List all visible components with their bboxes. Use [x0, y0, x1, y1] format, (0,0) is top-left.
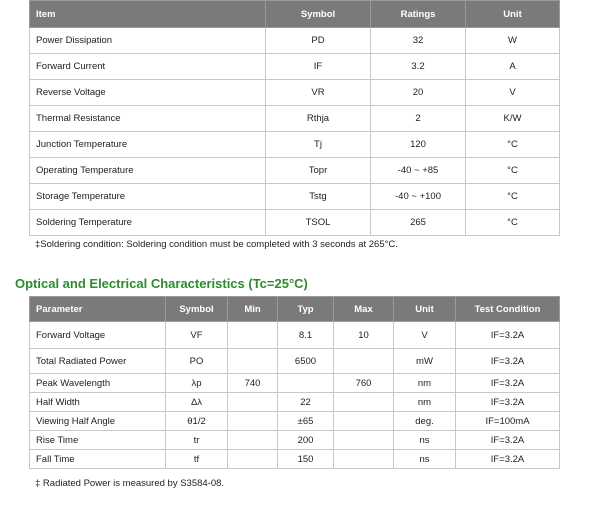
cell-unit: ns: [394, 431, 456, 450]
cell-min: [228, 393, 278, 412]
cell-item: Power Dissipation: [30, 28, 266, 54]
cell-unit: °C: [466, 132, 560, 158]
cell-symbol: VF: [166, 322, 228, 349]
cell-unit: K/W: [466, 106, 560, 132]
cell-symbol: VR: [266, 80, 371, 106]
cell-unit: nm: [394, 374, 456, 393]
cell-unit: V: [394, 322, 456, 349]
cell-test-condition: IF=3.2A: [456, 450, 560, 469]
cell-unit: V: [466, 80, 560, 106]
cell-item: Reverse Voltage: [30, 80, 266, 106]
table-row: [30, 28, 560, 54]
table-row: [30, 106, 560, 132]
table-row: [30, 80, 560, 106]
table-header-row: [30, 297, 560, 322]
soldering-note: ‡Soldering condition: Soldering condition must be completed with 3 seconds at 265°C.: [35, 239, 398, 250]
cell-symbol: IF: [266, 54, 371, 80]
table-row: [30, 158, 560, 184]
cell-test-condition: IF=100mA: [456, 412, 560, 431]
cell-parameter: Fall Time: [30, 450, 166, 469]
cell-symbol: Rthja: [266, 106, 371, 132]
cell-rating: 2: [371, 106, 466, 132]
cell-unit: °C: [466, 210, 560, 236]
absolute-ratings-table: [29, 0, 560, 236]
cell-max: 10: [334, 322, 394, 349]
cell-min: [228, 431, 278, 450]
cell-rating: 32: [371, 28, 466, 54]
cell-typ: ±65: [278, 412, 334, 431]
cell-symbol: tr: [166, 431, 228, 450]
cell-parameter: Peak Wavelength: [30, 374, 166, 393]
header-min: Min: [228, 297, 278, 322]
table-header-row: [30, 1, 560, 28]
header-max: Max: [334, 297, 394, 322]
table-row: [30, 349, 560, 374]
cell-typ: 8.1: [278, 322, 334, 349]
header-unit: Unit: [394, 297, 456, 322]
cell-typ: 200: [278, 431, 334, 450]
radiated-power-note: ‡ Radiated Power is measured by S3584-08.: [35, 478, 225, 489]
table-row: [30, 54, 560, 80]
cell-rating: -40 ~ +100: [371, 184, 466, 210]
table-row: [30, 393, 560, 412]
cell-min: [228, 349, 278, 374]
cell-unit: °C: [466, 158, 560, 184]
table-row: [30, 132, 560, 158]
header-typ: Typ: [278, 297, 334, 322]
header-ratings: Ratings: [371, 1, 466, 28]
cell-min: [228, 322, 278, 349]
cell-max: 760: [334, 374, 394, 393]
cell-symbol: λp: [166, 374, 228, 393]
cell-min: [228, 450, 278, 469]
table-row: [30, 184, 560, 210]
cell-item: Operating Temperature: [30, 158, 266, 184]
table-row: [30, 210, 560, 236]
cell-item: Thermal Resistance: [30, 106, 266, 132]
cell-max: [334, 393, 394, 412]
cell-rating: 265: [371, 210, 466, 236]
header-unit: Unit: [466, 1, 560, 28]
cell-unit: °C: [466, 184, 560, 210]
cell-symbol: Tj: [266, 132, 371, 158]
header-symbol: Symbol: [266, 1, 371, 28]
cell-test-condition: IF=3.2A: [456, 393, 560, 412]
cell-max: [334, 412, 394, 431]
cell-test-condition: IF=3.2A: [456, 349, 560, 374]
header-symbol: Symbol: [166, 297, 228, 322]
cell-test-condition: IF=3.2A: [456, 322, 560, 349]
section-title: Optical and Electrical Characteristics (Tc=25°C): [15, 276, 308, 291]
cell-rating: -40 ~ +85: [371, 158, 466, 184]
cell-symbol: θ1/2: [166, 412, 228, 431]
cell-parameter: Viewing Half Angle: [30, 412, 166, 431]
cell-parameter: Half Width: [30, 393, 166, 412]
cell-max: [334, 450, 394, 469]
cell-symbol: TSOL: [266, 210, 371, 236]
cell-symbol: PO: [166, 349, 228, 374]
cell-unit: deg.: [394, 412, 456, 431]
cell-typ: 6500: [278, 349, 334, 374]
cell-test-condition: IF=3.2A: [456, 374, 560, 393]
optical-characteristics-table: [29, 296, 560, 469]
cell-typ: 150: [278, 450, 334, 469]
cell-item: Soldering Temperature: [30, 210, 266, 236]
cell-max: [334, 349, 394, 374]
cell-parameter: Forward Voltage: [30, 322, 166, 349]
cell-unit: ns: [394, 450, 456, 469]
cell-unit: nm: [394, 393, 456, 412]
cell-unit: A: [466, 54, 560, 80]
cell-parameter: Total Radiated Power: [30, 349, 166, 374]
table-row: [30, 450, 560, 469]
table-row: [30, 322, 560, 349]
cell-symbol: tf: [166, 450, 228, 469]
cell-min: [228, 412, 278, 431]
cell-item: Storage Temperature: [30, 184, 266, 210]
header-test-condition: Test Condition: [456, 297, 560, 322]
cell-symbol: Δλ: [166, 393, 228, 412]
cell-symbol: Tstg: [266, 184, 371, 210]
header-parameter: Parameter: [30, 297, 166, 322]
cell-parameter: Rise Time: [30, 431, 166, 450]
table-row: [30, 374, 560, 393]
table-row: [30, 412, 560, 431]
cell-rating: 3.2: [371, 54, 466, 80]
cell-max: [334, 431, 394, 450]
cell-test-condition: IF=3.2A: [456, 431, 560, 450]
cell-item: Forward Current: [30, 54, 266, 80]
cell-typ: 22: [278, 393, 334, 412]
cell-unit: mW: [394, 349, 456, 374]
cell-min: 740: [228, 374, 278, 393]
cell-rating: 20: [371, 80, 466, 106]
cell-rating: 120: [371, 132, 466, 158]
cell-typ: [278, 374, 334, 393]
header-item: Item: [30, 1, 266, 28]
table-row: [30, 431, 560, 450]
cell-symbol: PD: [266, 28, 371, 54]
cell-unit: W: [466, 28, 560, 54]
cell-symbol: Topr: [266, 158, 371, 184]
cell-item: Junction Temperature: [30, 132, 266, 158]
